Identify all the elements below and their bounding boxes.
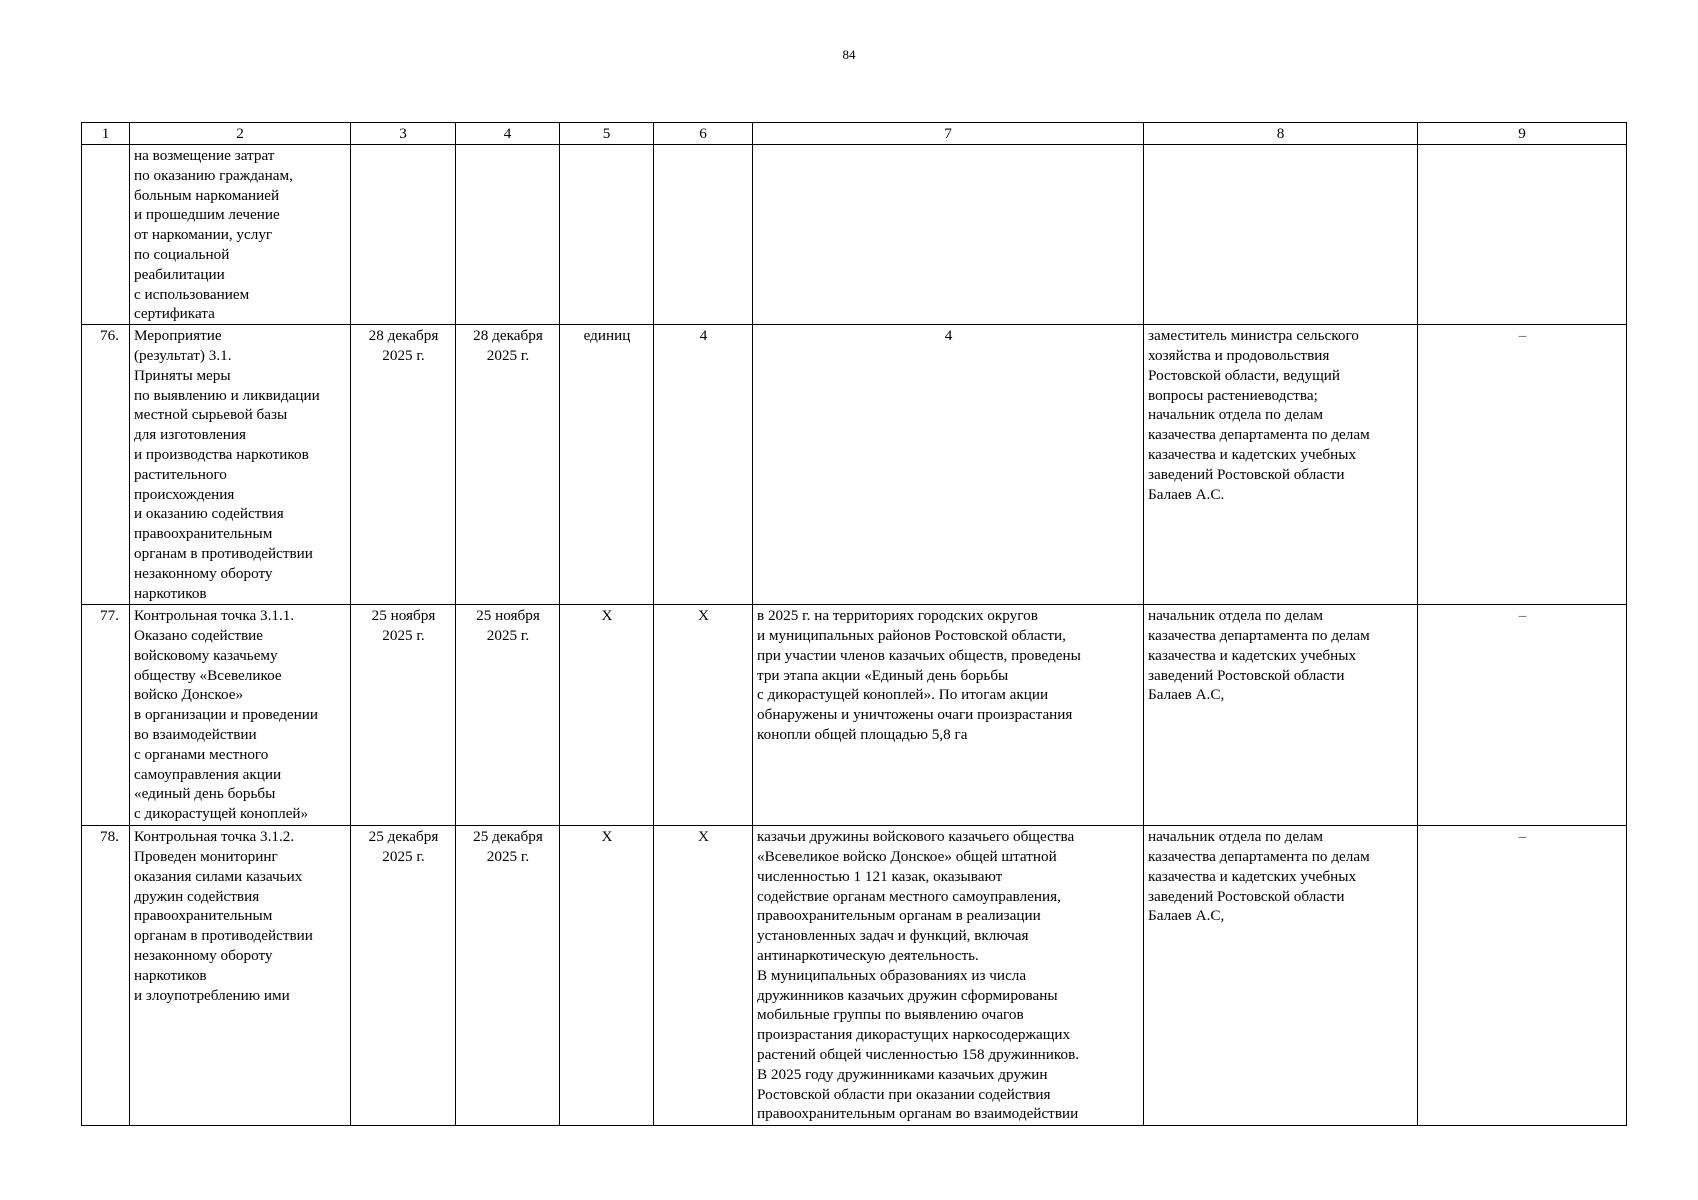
row-result: 4 <box>753 325 1144 605</box>
page-number: 84 <box>842 47 856 62</box>
table-row-76 <box>82 325 1627 605</box>
row-date-fact: 25 декабря 2025 г. <box>456 826 560 1126</box>
row-plan-value <box>654 145 753 325</box>
row-unit: Х <box>560 826 654 1126</box>
row-unit: Х <box>560 605 654 826</box>
table-row-78 <box>82 826 1627 1126</box>
header-cell-2: 2 <box>130 123 351 145</box>
row-responsible <box>1144 145 1418 325</box>
row-note: – <box>1418 605 1627 826</box>
header-cell-1: 1 <box>82 123 130 145</box>
header-cell-6: 6 <box>654 123 753 145</box>
row-date-plan: 25 ноября 2025 г. <box>351 605 456 826</box>
row-date-fact: 25 ноября 2025 г. <box>456 605 560 826</box>
row-date-fact: 28 декабря 2025 г. <box>456 325 560 605</box>
header-row <box>82 123 1627 145</box>
row-number: 77. <box>82 605 130 826</box>
row-plan-value: Х <box>654 605 753 826</box>
row-responsible: начальник отдела по делам казачества департамента по делам казачества и кадетских учебных заведений Ростовской области Балаев А.С, <box>1144 826 1418 1126</box>
row-plan-value: Х <box>654 826 753 1126</box>
header-cell-9: 9 <box>1418 123 1627 145</box>
row-name: Мероприятие (результат) 3.1. Приняты меры по выявлению и ликвидации местной сырьевой базы для изготовления и производства наркотиков растительного происхождения и оказанию содействия правоохранительным органам в противодействии незаконному обороту наркотиков <box>130 325 351 605</box>
row-plan-value: 4 <box>654 325 753 605</box>
table-row-continuation <box>82 145 1627 325</box>
row-note: – <box>1418 325 1627 605</box>
header-cell-4: 4 <box>456 123 560 145</box>
row-result: в 2025 г. на территориях городских округов и муниципальных районов Ростовской области, при участии членов казачьих обществ, проведены три этапа акции «Единый день борьбы с дикорастущей коноплей». По итогам акции обнаружены и уничтожены очаги произрастания конопли общей площадью 5,8 га <box>753 605 1144 826</box>
row-number <box>82 145 130 325</box>
row-unit: единиц <box>560 325 654 605</box>
row-note: – <box>1418 826 1627 1126</box>
table-row-77 <box>82 605 1627 826</box>
header-cell-5: 5 <box>560 123 654 145</box>
row-name: Контрольная точка 3.1.1. Оказано содействие войсковому казачьему обществу «Всевеликое войско Донское» в организации и проведении во взаимодействии с органами местного самоуправления акции «единый день борьбы с дикорастущей коноплей» <box>130 605 351 826</box>
row-unit <box>560 145 654 325</box>
row-responsible: заместитель министра сельского хозяйства и продовольствия Ростовской области, ведущий вопросы растениеводства; начальник отдела по делам казачества департамента по делам казачества и кадетских учебных заведений Ростовской области Балаев А.С. <box>1144 325 1418 605</box>
header-cell-8: 8 <box>1144 123 1418 145</box>
row-name: Контрольная точка 3.1.2. Проведен мониторинг оказания силами казачьих дружин содействия правоохранительным органам в противодействии незаконному обороту наркотиков и злоупотреблению ими <box>130 826 351 1126</box>
row-number: 76. <box>82 325 130 605</box>
header-cell-3: 3 <box>351 123 456 145</box>
row-number: 78. <box>82 826 130 1126</box>
header-cell-7: 7 <box>753 123 1144 145</box>
row-responsible: начальник отдела по делам казачества департамента по делам казачества и кадетских учебных заведений Ростовской области Балаев А.С, <box>1144 605 1418 826</box>
row-result: казачьи дружины войскового казачьего общества «Всевеликое войско Донское» общей штатной численностью 1 121 казак, оказывают содействие органам местного самоуправления, правоохранительным органам в реализации установленных задач и функций, включая антинаркотическую деятельность. В муниципальных образованиях из числа дружинников казачьих дружин сформированы мобильные группы по выявлению очагов произрастания дикорастущих наркосодержащих растений общей численностью 158 дружинников. В 2025 году дружинниками казачьих дружин Ростовской области при оказании содействия правоохранительным органам во взаимодействии <box>753 826 1144 1126</box>
row-date-plan: 25 декабря 2025 г. <box>351 826 456 1126</box>
report-table <box>81 122 1627 1126</box>
row-date-plan <box>351 145 456 325</box>
row-date-plan: 28 декабря 2025 г. <box>351 325 456 605</box>
row-name: на возмещение затрат по оказанию гражданам, больным наркоманией и прошедшим лечение от наркомании, услуг по социальной реабилитации с использованием сертификата <box>130 145 351 325</box>
row-date-fact <box>456 145 560 325</box>
row-note <box>1418 145 1627 325</box>
row-result <box>753 145 1144 325</box>
